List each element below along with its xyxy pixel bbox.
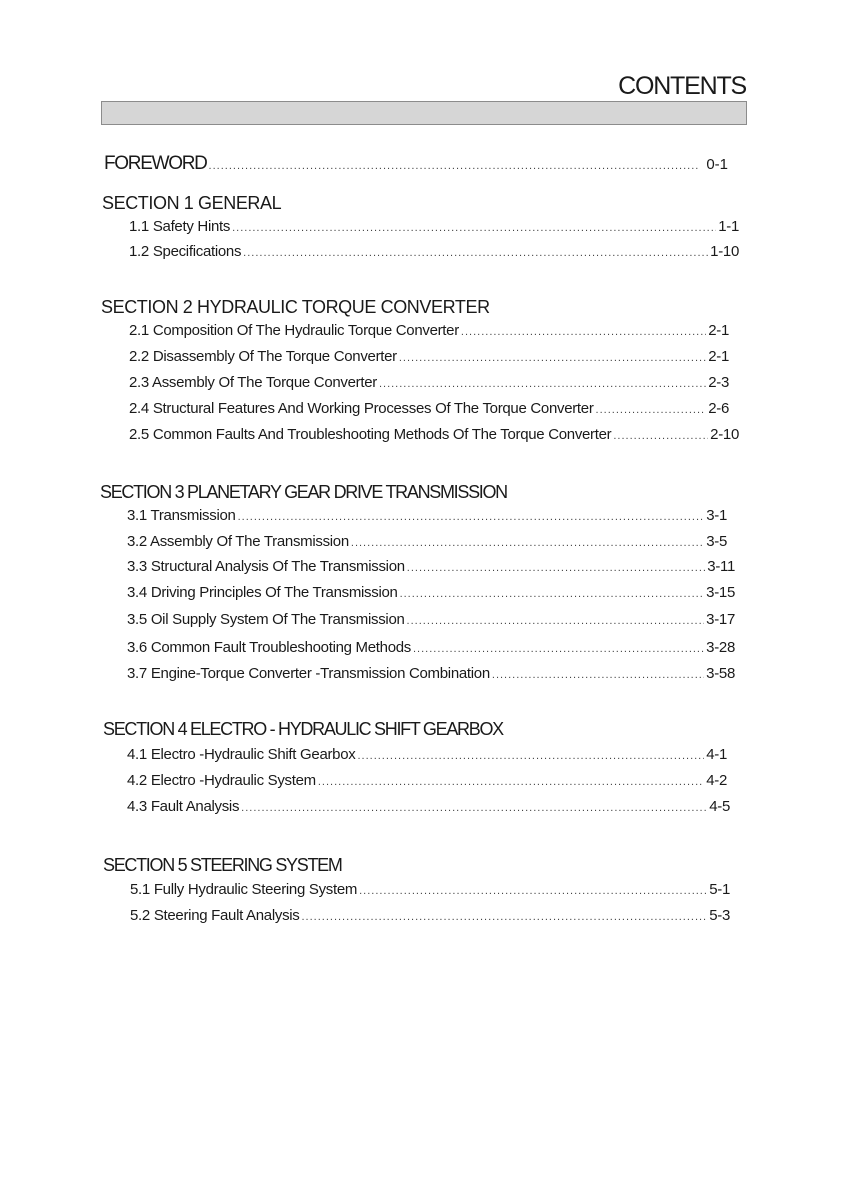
- toc-entry-label: 3.5 Oil Supply System Of The Transmission: [127, 611, 405, 628]
- toc-entry[interactable]: [127, 611, 735, 628]
- toc-entry-label: 3.3 Structural Analysis Of The Transmission: [127, 558, 405, 575]
- dot-leader: [379, 378, 706, 390]
- toc-entry[interactable]: [127, 507, 727, 524]
- toc-entry-page: 3-1: [706, 507, 727, 524]
- toc-entry[interactable]: [127, 639, 735, 656]
- dot-leader: [613, 430, 708, 442]
- dot-leader: [302, 911, 708, 923]
- dot-leader: [238, 511, 705, 523]
- toc-entry-page: 5-1: [709, 881, 730, 898]
- dot-leader: [241, 802, 707, 814]
- toc-entry-page: 3-5: [706, 533, 727, 550]
- toc-entry-label: 5.1 Fully Hydraulic Steering System: [130, 881, 358, 898]
- page-title: CONTENTS: [618, 72, 746, 100]
- toc-entry-page: 3-58: [706, 665, 735, 682]
- toc-entry-label: 2.3 Assembly Of The Torque Converter: [129, 374, 377, 391]
- toc-entry-page: 4-5: [709, 798, 730, 815]
- section-heading-2: SECTION 2 HYDRAULIC TORQUE CONVERTER: [101, 297, 490, 317]
- dot-leader: [407, 615, 705, 627]
- dot-leader: [413, 643, 704, 655]
- toc-entry-page: 2-3: [708, 374, 729, 391]
- toc-entry-page: 3-11: [707, 558, 735, 575]
- toc-entry-label: 3.2 Assembly Of The Transmission: [127, 533, 349, 550]
- toc-entry[interactable]: [127, 558, 735, 575]
- dot-leader: [357, 750, 704, 762]
- toc-entry[interactable]: [129, 243, 739, 260]
- toc-entry-page: 5-3: [709, 907, 730, 924]
- toc-entry[interactable]: [129, 400, 729, 417]
- toc-entry-page: 3-17: [706, 611, 735, 628]
- dot-leader: [318, 776, 704, 788]
- toc-entry-label: 3.6 Common Fault Troubleshooting Methods: [127, 639, 411, 656]
- title-bar: [101, 101, 747, 125]
- toc-entry-label: 2.5 Common Faults And Troubleshooting Methods Of The Torque Converter: [129, 426, 612, 443]
- toc-entry-page: 1-1: [718, 218, 739, 235]
- dot-leader: [596, 404, 707, 416]
- toc-entry-label: 3.1 Transmission: [127, 507, 236, 524]
- toc-entry-page: 3-28: [706, 639, 735, 656]
- dot-leader: [407, 562, 706, 574]
- section-heading-3: SECTION 3 PLANETARY GEAR DRIVE TRANSMISSION: [100, 482, 507, 502]
- dot-leader: [243, 247, 708, 259]
- section-heading-5: SECTION 5 STEERING SYSTEM: [103, 855, 342, 875]
- toc-entry[interactable]: [127, 772, 727, 789]
- toc-entry-label: 2.4 Structural Features And Working Processes Of The Torque Converter: [129, 400, 594, 417]
- toc-entry[interactable]: [130, 881, 730, 898]
- dot-leader: [492, 669, 704, 681]
- dot-leader: [400, 588, 705, 600]
- toc-entry[interactable]: [127, 798, 730, 815]
- toc-entry[interactable]: [127, 746, 727, 763]
- toc-entry-label: 2.1 Composition Of The Hydraulic Torque Converter: [129, 322, 459, 339]
- toc-entry[interactable]: [129, 426, 739, 443]
- toc-entry-label: 2.2 Disassembly Of The Torque Converter: [129, 348, 397, 365]
- toc-entry-label: 3.4 Driving Principles Of The Transmission: [127, 584, 398, 601]
- section-heading-4: SECTION 4 ELECTRO - HYDRAULIC SHIFT GEARBOX: [103, 719, 503, 739]
- toc-entry-label: 4.3 Fault Analysis: [127, 798, 240, 815]
- toc-entry-page: 0-1: [706, 156, 728, 173]
- dot-leader: [359, 885, 707, 897]
- toc-entry-page: 3-15: [706, 584, 735, 601]
- dot-leader: [351, 537, 704, 549]
- toc-entry-foreword[interactable]: [104, 153, 728, 175]
- dot-leader: [232, 222, 716, 234]
- toc-entry-label: 3.7 Engine-Torque Converter -Transmission Combination: [127, 665, 490, 682]
- toc-entry-page: 2-6: [708, 400, 729, 417]
- toc-entry-page: 4-2: [706, 772, 727, 789]
- toc-entry-page: 2-1: [708, 322, 729, 339]
- toc-entry-label: FOREWORD: [104, 153, 207, 174]
- toc-entry-label: 4.1 Electro -Hydraulic Shift Gearbox: [127, 746, 356, 763]
- toc-entry[interactable]: [129, 374, 729, 391]
- toc-entry[interactable]: [129, 322, 729, 339]
- dot-leader: [461, 326, 706, 338]
- toc-entry-label: 4.2 Electro -Hydraulic System: [127, 772, 316, 789]
- dot-leader: [209, 160, 699, 172]
- toc-entry[interactable]: [127, 665, 735, 682]
- toc-entry[interactable]: [127, 584, 735, 601]
- dot-leader: [399, 352, 706, 364]
- toc-entry[interactable]: [129, 218, 739, 235]
- section-heading-1: SECTION 1 GENERAL: [102, 193, 282, 213]
- toc-entry-page: 2-1: [708, 348, 729, 365]
- toc-entry-label: 5.2 Steering Fault Analysis: [130, 907, 300, 924]
- toc-entry-page: 4-1: [706, 746, 727, 763]
- toc-entry[interactable]: [130, 907, 730, 924]
- toc-entry[interactable]: [129, 348, 729, 365]
- toc-entry-page: 2-10: [710, 426, 739, 443]
- toc-entry-page: 1-10: [710, 243, 739, 260]
- toc-entry-label: 1.1 Safety Hints: [129, 218, 231, 235]
- toc-entry-label: 1.2 Specifications: [129, 243, 242, 260]
- toc-entry[interactable]: [127, 533, 727, 550]
